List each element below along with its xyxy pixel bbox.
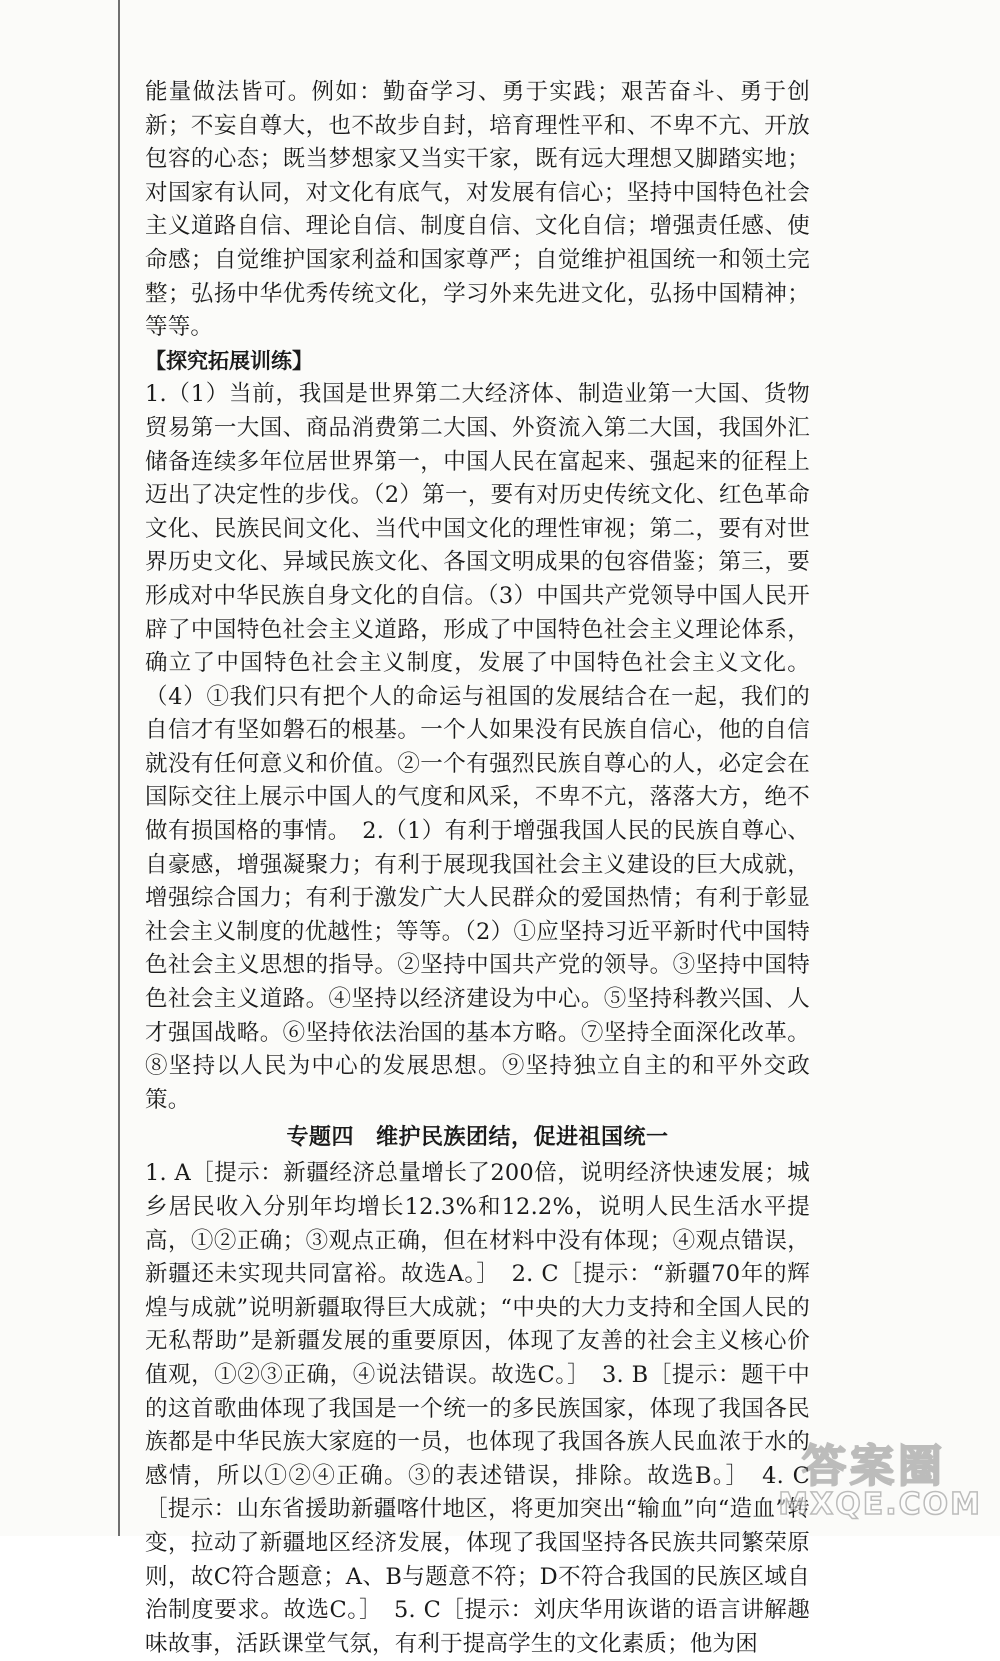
site-watermark bbox=[732, 1430, 982, 1522]
topic-title bbox=[145, 1119, 810, 1157]
explore-paragraph: 1.（1）当前，我国是世界第二大经济体、制造业第一大国、货物贸易第一大国、商品消费第二大国、外资流入第二大国，我国外汇储备连续多年位居世界第一，中国人民在富起来、强起来的征程上迈出了决定性的步伐。（2）第一，要有对历史传统文化、红色革命文化、民族民间文化、当代中国文化的理性审视；第二，要有对世界历史文化、异域民族文化、各国文明成果的包容借鉴；第三，要形成对中华民族自身文化的自信。（3）中国共产党领导中国人民开辟了中国特色社会主义道路，形成了中国特色社会主义理论体系，确立了中国特色社会主义制度，发展了中国特色社会主义文化。（4）①我们只有把个人的命运与祖国的发展结合在一起，我们的自信才有坚如磐石的根基。一个人如果没有民族自信心，他的自信就没有任何意义和价值。②一个有强烈民族自尊心的人，必定会在国际交往上展示中国人的气度和风采，不卑不亢，落落大方，绝不做有损国格的事情。 2.（1）有利于增强我国人民的民族自尊心、自豪感，增强凝聚力；有利于展现我国社会主义建设的巨大成就，增强综合国力；有利于激发广大人民群众的爱国热情；有利于彰显社会主义制度的优越性；等等。（2）①应坚持习近平新时代中国特色社会主义思想的指导。②坚持中国共产党的领导。③坚持中国特色社会主义道路。④坚持以经济建设为中心。⑤坚持科教兴国、人才强国战略。⑥坚持依法治国的基本方略。⑦坚持全面深化改革。⑧坚持以人民为中心的发展思想。⑨坚持独立自主的和平外交政策。 bbox=[145, 381, 810, 1113]
topic-answers-paragraph: 1. A［提示：新疆经济总量增长了200倍，说明经济快速发展；城乡居民收入分别年均增长12.3%和12.2%，说明人民生活水平提高，①②正确；③观点正确，但在材料中没有体现；④观点错误，新疆还未实现共同富裕。故选A。］ 2. C［提示：“新疆70年的辉煌与成就”说明新疆取得巨大成就；“中央的大力支持和全国人民的无私帮助”是新疆发展的重要原因，体现了友善的社会主义核心价值观，①②③正确，④说法错误。故选C。］ 3. B［提示：题干中的这首歌曲体现了我国是一个统一的多民族国家，体现了我国各民族都是中华民族大家庭的一员，也体现了我国各族人民血浓于水的感情，所以①②④正确。③的表述错误，排除。故选B。］ 4. C［提示：山东省援助新疆喀什地区，将更加突出“输血”向“造血”转变，拉动了新疆地区经济发展，体现了我国坚持各民族共同繁荣原则，故C符合题意；A、B与题意不符；D不符合我国的民族区域自治制度要求。故选C。］ 5. C［提示：刘庆华用诙谐的语言讲解趣味故事，活跃课堂气氛，有利于提高学生的文化素质；他为困 bbox=[145, 1160, 810, 1657]
explore-section-heading: 【探究拓展训练】 bbox=[145, 348, 313, 373]
watermark-logo-text: 答案圈 bbox=[802, 1441, 946, 1492]
intro-paragraph: 能量做法皆可。例如：勤奋学习、勇于实践；艰苦奋斗、勇于创新；不妄自尊大，也不故步自封，培育理性平和、不卑不亢、开放包容的心态；既当梦想家又当实干家，既有远大理想又脚踏实地；对国家有认同，对文化有底气，对发展有信心；坚持中国特色社会主义道路自信、理论自信、制度自信、文化自信；增强责任感、使命感；自觉维护国家利益和国家尊严；自觉维护祖国统一和领土完整；弘扬中华优秀传统文化，学习外来先进文化，弘扬中国精神；等等。 bbox=[145, 79, 810, 341]
margin-rule bbox=[118, 0, 120, 1536]
watermark-url: MXQE.COM bbox=[778, 1487, 982, 1522]
topic-number: 专题四 bbox=[286, 1125, 354, 1151]
answer-content bbox=[145, 76, 810, 1661]
topic-name: 维护民族团结，促进祖国统一 bbox=[376, 1125, 669, 1151]
